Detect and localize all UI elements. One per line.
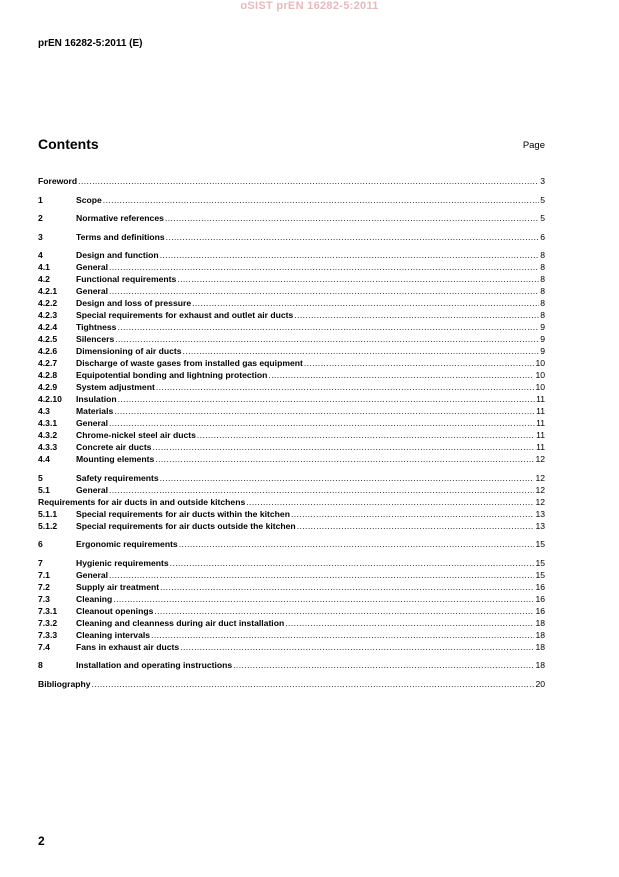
toc-entry[interactable] (38, 285, 545, 297)
toc-entry-page: 5 (540, 194, 545, 205)
toc-entry-page: 15 (535, 569, 545, 580)
toc-entry-number: 4.2.10 (38, 394, 62, 404)
toc-leader-dots (233, 659, 534, 671)
toc-leader-dots (109, 569, 534, 581)
toc-entry-title: Design and loss of pressure (76, 298, 192, 308)
toc-entry-page: 12 (535, 496, 545, 507)
toc-entry-title: Supply air treatment (76, 581, 160, 592)
toc-entry-title: Dimensioning of air ducts (76, 346, 182, 356)
toc-entry[interactable] (38, 249, 545, 261)
toc-entry-number: 4.2.5 (38, 334, 58, 344)
toc-leader-dots (165, 212, 539, 224)
toc-entry-number: 8 (38, 660, 43, 670)
toc-entry-title: Hygienic requirements (76, 557, 169, 568)
toc-entry-page: 11 (536, 418, 545, 428)
toc-entry-page: 12 (535, 454, 545, 464)
toc-entry-page: 11 (536, 406, 545, 416)
toc-leader-dots (156, 381, 535, 393)
toc-entry-page: 9 (540, 322, 545, 332)
toc-entry-number: 5.1.1 (38, 508, 58, 519)
toc-leader-dots (154, 605, 534, 617)
toc-entry-title: General (76, 418, 109, 428)
toc-entry-title: Scope (76, 194, 102, 205)
toc-entry-page: 8 (540, 286, 545, 296)
toc-entry-number: 4.2.1 (38, 286, 58, 296)
toc-entry-page: 11 (536, 394, 545, 404)
toc-entry-page: 3 (540, 176, 545, 186)
toc-leader-dots (109, 261, 539, 273)
toc-entry-page: 18 (535, 629, 545, 640)
toc-leader-dots (113, 593, 534, 605)
toc-entry[interactable] (38, 381, 545, 393)
toc-entry-title: General (76, 484, 109, 495)
toc-entry-number: 2 (38, 213, 43, 223)
toc-leader-dots (117, 321, 539, 333)
toc-entry-number: 4.2.4 (38, 322, 58, 332)
toc-entry-title: Discharge of waste gases from installed gas equipment (76, 358, 303, 368)
toc-leader-dots (109, 285, 539, 297)
toc-entry[interactable] (38, 496, 545, 508)
toc-entry[interactable] (38, 678, 545, 690)
toc-entry[interactable] (38, 508, 545, 520)
toc-leader-dots (155, 453, 534, 465)
toc-entry-page: 15 (535, 557, 545, 568)
table-of-contents (38, 175, 545, 690)
toc-entry-number: 4.1 (38, 262, 50, 272)
toc-entry[interactable] (38, 273, 545, 285)
page-column-label: Page (522, 140, 545, 151)
toc-leader-dots (183, 345, 540, 357)
toc-entry-title: Design and function (76, 250, 159, 260)
toc-entry[interactable] (38, 641, 545, 653)
toc-entry-page: 9 (540, 334, 545, 344)
toc-entry-page: 16 (535, 581, 545, 592)
toc-entry[interactable] (38, 520, 545, 532)
toc-leader-dots (152, 441, 535, 453)
toc-entry-title: General (76, 286, 109, 296)
contents-heading: Contents (38, 136, 99, 152)
toc-entry-title: Bibliography (38, 678, 91, 689)
toc-entry-page: 10 (535, 370, 545, 380)
toc-entry-title: Concrete air ducts (76, 442, 152, 452)
toc-entry-number: 4.3.3 (38, 442, 58, 452)
watermark: oSIST prEN 16282-5:2011 (240, 0, 379, 12)
toc-entry[interactable] (38, 629, 545, 641)
toc-leader-dots (197, 429, 535, 441)
toc-entry-page: 16 (535, 593, 545, 604)
toc-entry-page: 5 (540, 213, 545, 223)
toc-entry-number: 6 (38, 539, 43, 549)
toc-entry-number: 7.3.3 (38, 629, 58, 640)
toc-entry[interactable] (38, 393, 545, 405)
toc-entry-title: Cleanout openings (76, 605, 154, 616)
toc-entry-page: 15 (535, 539, 545, 549)
toc-entry[interactable] (38, 441, 545, 453)
toc-entry[interactable] (38, 357, 545, 369)
toc-entry-number: 4 (38, 250, 43, 260)
toc-entry-title: Silencers (76, 334, 115, 344)
toc-entry-number: 4.4 (38, 454, 50, 464)
toc-entry-title: General (76, 262, 109, 272)
toc-entry-number: 7.3.2 (38, 617, 58, 628)
toc-entry[interactable] (38, 429, 545, 441)
toc-entry-page: 18 (535, 660, 545, 670)
toc-entry-number: 5.1 (38, 484, 50, 495)
toc-entry-title: Ergonomic requirements (76, 539, 178, 549)
toc-entry[interactable] (38, 605, 545, 617)
toc-leader-dots (109, 484, 534, 496)
toc-entry-title: Mounting elements (76, 454, 155, 464)
toc-entry-page: 18 (535, 617, 545, 628)
toc-entry-title: Insulation (76, 394, 117, 404)
toc-entry-title: General (76, 569, 109, 580)
toc-leader-dots (285, 617, 534, 629)
toc-entry[interactable] (38, 593, 545, 605)
toc-leader-dots (166, 231, 540, 243)
toc-entry-page: 13 (535, 520, 545, 531)
toc-entry[interactable] (38, 175, 545, 187)
toc-entry-title: Fans in exhaust air ducts (76, 641, 180, 652)
toc-entry-title: Installation and operating instructions (76, 660, 233, 670)
toc-entry[interactable] (38, 297, 545, 309)
toc-leader-dots (268, 369, 534, 381)
toc-leader-dots (246, 496, 534, 508)
toc-entry-number: 4.2.9 (38, 382, 58, 392)
toc-entry-title: Equipotential bonding and lightning protection (76, 370, 268, 380)
toc-entry-number: 4.2.8 (38, 370, 58, 380)
toc-leader-dots (160, 581, 534, 593)
toc-entry[interactable] (38, 231, 545, 243)
toc-entry-page: 11 (536, 430, 545, 440)
document-id: prEN 16282-5:2011 (E) (38, 38, 143, 49)
toc-entry-page: 12 (535, 484, 545, 495)
toc-entry-title: Materials (76, 406, 114, 416)
toc-leader-dots (180, 641, 534, 653)
toc-entry[interactable] (38, 321, 545, 333)
toc-entry-title: Safety requirements (76, 472, 159, 483)
toc-entry-number: 7.3.1 (38, 605, 58, 616)
toc-entry-number: 3 (38, 231, 43, 242)
toc-leader-dots (192, 297, 539, 309)
toc-entry[interactable] (38, 194, 545, 206)
toc-entry-page: 13 (535, 508, 545, 519)
toc-leader-dots (170, 557, 535, 569)
toc-entry[interactable] (38, 538, 545, 550)
toc-leader-dots (304, 357, 535, 369)
toc-entry-number: 7.2 (38, 581, 50, 592)
toc-entry-title: Cleaning (76, 593, 113, 604)
toc-leader-dots (160, 472, 535, 484)
toc-entry-title: Chrome-nickel steel air ducts (76, 430, 196, 440)
toc-entry-page: 6 (540, 231, 545, 242)
toc-leader-dots (109, 417, 535, 429)
toc-entry-title: Cleaning intervals (76, 629, 151, 640)
toc-entry-page: 8 (540, 274, 545, 284)
toc-entry-page: 9 (540, 346, 545, 356)
toc-entry-number: 4.3.1 (38, 418, 58, 428)
toc-entry-page: 10 (535, 382, 545, 392)
toc-entry-number: 5.1.2 (38, 520, 58, 531)
toc-entry-title: System adjustment (76, 382, 155, 392)
toc-entry[interactable] (38, 453, 545, 465)
toc-entry[interactable] (38, 345, 545, 357)
toc-entry[interactable] (38, 617, 545, 629)
toc-entry-title: Foreword (38, 176, 78, 186)
toc-entry[interactable] (38, 417, 545, 429)
toc-leader-dots (114, 405, 535, 417)
toc-entry-title: Special requirements for air ducts outside the kitchen (76, 520, 296, 531)
toc-entry[interactable] (38, 212, 545, 224)
toc-entry-number: 4.2.3 (38, 310, 58, 320)
toc-entry[interactable] (38, 309, 545, 321)
toc-entry-page: 8 (540, 310, 545, 320)
toc-entry-page: 20 (535, 678, 545, 689)
toc-entry-number: 4.2.2 (38, 298, 58, 308)
toc-entry-number: 7.4 (38, 641, 50, 652)
toc-entry[interactable] (38, 369, 545, 381)
toc-entry-title: Special requirements for exhaust and outlet air ducts (76, 310, 294, 320)
toc-leader-dots (151, 629, 534, 641)
toc-entry-number: 7.3 (38, 593, 50, 604)
page-number: 2 (38, 834, 45, 848)
toc-leader-dots (294, 309, 539, 321)
toc-entry-title: Requirements for air ducts in and outside kitchens (38, 496, 246, 507)
toc-entry-number: 7.1 (38, 569, 50, 580)
toc-entry[interactable] (38, 261, 545, 273)
toc-leader-dots (179, 538, 535, 550)
toc-leader-dots (118, 393, 535, 405)
toc-leader-dots (92, 678, 535, 690)
toc-entry-page: 8 (540, 298, 545, 308)
toc-entry-number: 7 (38, 557, 43, 568)
toc-entry[interactable] (38, 557, 545, 569)
toc-entry-number: 4.3 (38, 406, 50, 416)
toc-entry-number: 4.2.7 (38, 358, 58, 368)
toc-entry-title: Special requirements for air ducts within the kitchen (76, 508, 290, 519)
toc-entry-page: 8 (540, 250, 545, 260)
toc-entry[interactable] (38, 405, 545, 417)
toc-entry[interactable] (38, 569, 545, 581)
toc-entry-title: Functional requirements (76, 274, 177, 284)
toc-leader-dots (160, 249, 540, 261)
toc-entry-page: 16 (535, 605, 545, 616)
toc-entry-page: 12 (535, 472, 545, 483)
toc-entry-title: Cleaning and cleanness during air duct installation (76, 617, 285, 628)
toc-leader-dots (115, 333, 539, 345)
toc-entry[interactable] (38, 333, 545, 345)
toc-entry-number: 4.2 (38, 274, 50, 284)
toc-entry[interactable] (38, 581, 545, 593)
toc-entry[interactable] (38, 472, 545, 484)
toc-entry-title: Normative references (76, 213, 164, 223)
toc-entry[interactable] (38, 484, 545, 496)
toc-entry-page: 10 (535, 358, 545, 368)
toc-entry-number: 4.3.2 (38, 430, 58, 440)
toc-entry-page: 18 (535, 641, 545, 652)
toc-entry-number: 1 (38, 194, 43, 205)
toc-entry-number: 5 (38, 472, 43, 483)
toc-entry[interactable] (38, 659, 545, 671)
toc-entry-page: 8 (540, 262, 545, 272)
toc-leader-dots (78, 175, 539, 187)
toc-entry-title: Tightness (76, 322, 117, 332)
toc-leader-dots (297, 520, 535, 532)
toc-leader-dots (291, 508, 535, 520)
toc-entry-title: Terms and definitions (76, 231, 165, 242)
toc-leader-dots (177, 273, 539, 285)
toc-leader-dots (103, 194, 539, 206)
toc-entry-number: 4.2.6 (38, 346, 58, 356)
toc-entry-page: 11 (536, 442, 545, 452)
